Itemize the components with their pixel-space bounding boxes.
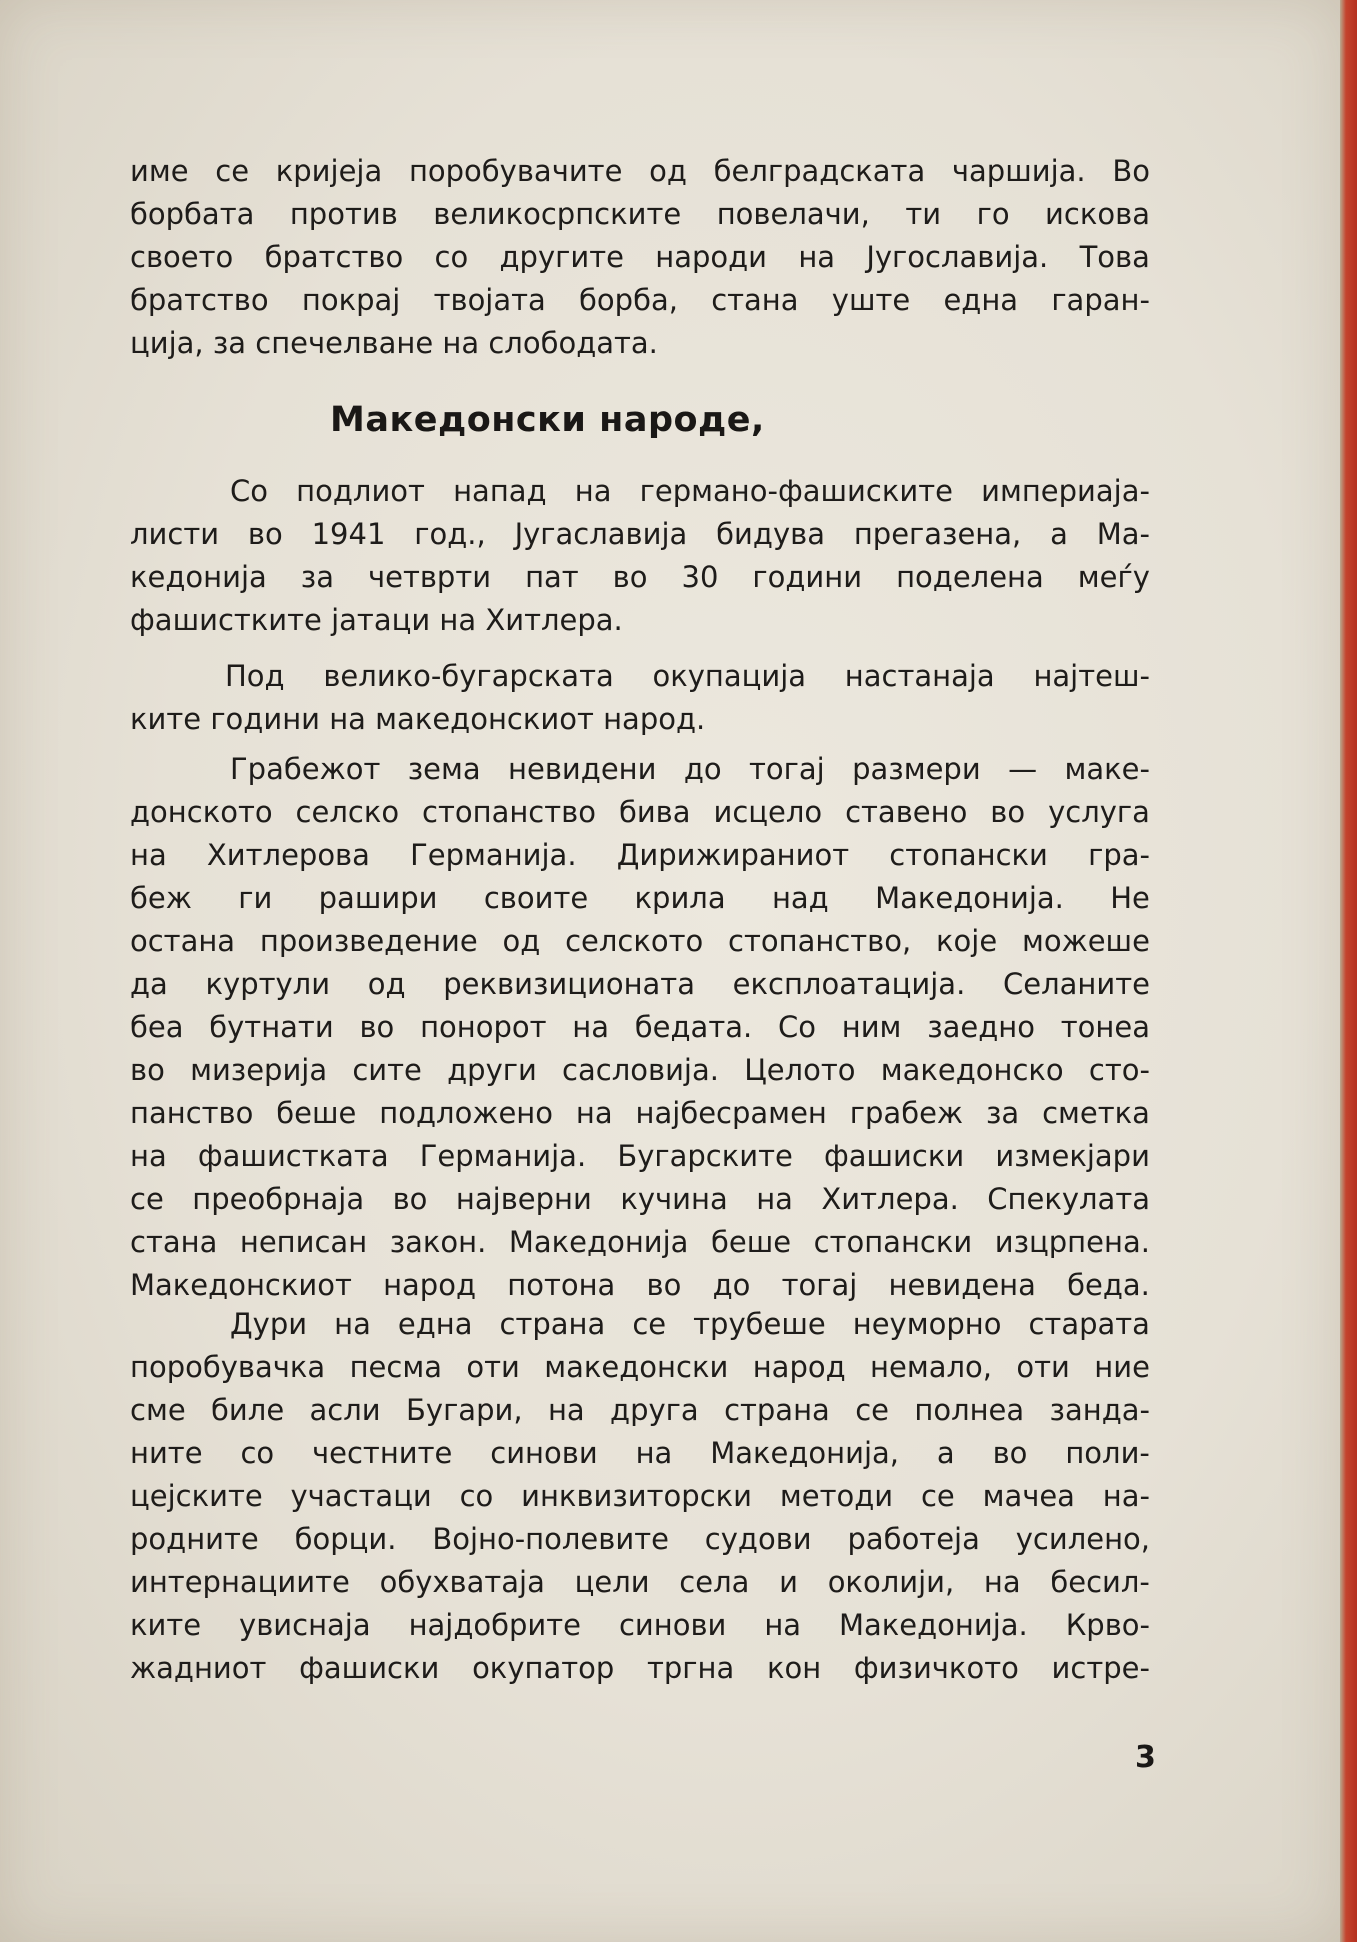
word: неписан [239,1225,368,1259]
word: усилено, [1015,1522,1150,1556]
word: крила [634,881,726,915]
word: го [976,197,1010,231]
word: Дирижираниот [616,838,850,872]
word: стопанство [422,795,596,829]
word: криjеjа [275,154,383,188]
text-line [130,1135,1150,1178]
word: немало, [870,1350,992,1384]
word: искова [1045,197,1150,231]
word: 1941 [311,517,386,551]
word: Германија. [410,838,577,872]
word: биле [211,1393,285,1427]
word: се [130,1182,164,1216]
word: Германиjа. [419,1139,587,1173]
word: участаци [290,1479,432,1513]
word: македонско [880,1053,1064,1087]
word: една [943,283,1019,317]
word: четврти [367,560,492,594]
text-line [130,1561,1150,1604]
word: со [459,1479,494,1513]
word: стопански [813,1225,973,1259]
word: меѓу [1077,560,1150,594]
word: полнеа [914,1393,1025,1427]
word: невидена [888,1268,1036,1302]
word: увиснаjа [239,1608,371,1642]
word: жадниот [130,1651,267,1685]
word: сме [130,1393,186,1427]
word: за [300,560,334,594]
word: кон [766,1651,822,1685]
word: Македонија. [838,1608,1028,1642]
word: борци. [294,1522,397,1556]
word: велико-бугарската [323,659,614,693]
word: на [798,240,836,274]
word: уште [831,283,911,317]
word: сметка [1042,1096,1150,1130]
word: тргна [646,1651,735,1685]
text-line [130,1221,1150,1264]
text-line [130,1178,1150,1221]
word: окупациjа [652,659,807,693]
word: со [434,240,469,274]
word: кучина [620,1182,728,1216]
word: најверни [455,1182,592,1216]
word: ним [841,1010,902,1044]
word: Селаните [1002,967,1150,1001]
word: великосрпските [433,197,682,231]
word: реквизиционата [443,967,695,1001]
section-heading: Македонски народе, [330,400,765,440]
word: сасловиjа. [562,1053,719,1087]
word: произведение [259,924,478,958]
paragraph-2 [130,655,1150,741]
word: во [130,1053,165,1087]
word: околиjи, [827,1565,955,1599]
word: Спекулата [987,1182,1150,1216]
word: Целото [744,1053,856,1087]
text-line [130,1647,1150,1690]
word: оти [466,1350,520,1384]
word: Това [1079,240,1150,274]
word: стана [130,1225,218,1259]
word: остана [130,924,236,958]
word: истре- [1051,1651,1150,1685]
word: ните [130,1436,203,1470]
word: стопанство, [728,924,912,958]
text-line [130,1092,1150,1135]
word: бидува [716,517,825,551]
word: стопански [889,838,1048,872]
word: Македониjа, [710,1436,900,1470]
word: фашистката [197,1139,389,1173]
text-line: фашистките jатаци на Хитлера. [130,603,623,637]
word: синови [490,1436,598,1470]
word: села [679,1565,750,1599]
word: синови [618,1608,727,1642]
word: неуморно [852,1307,1002,1341]
page-number: 3 [1135,1740,1156,1775]
word: преобрнаjа [192,1182,365,1216]
word: мизериjа [190,1053,328,1087]
word: за [985,1096,1020,1130]
word: Грабежот [230,752,381,786]
text-line: ките години на македонскиот народ. [130,702,706,736]
word: ките [130,1608,202,1642]
word: грабеж [849,1096,964,1130]
text-line [130,748,1150,791]
word: да [130,967,168,1001]
word: белградската [713,154,926,188]
word: на [635,1436,673,1470]
word: на [547,1393,585,1427]
text-line [130,655,1150,698]
word: до [683,752,722,786]
word: настанаjа [844,659,995,693]
word: интернациите [130,1565,350,1599]
word: една [397,1307,473,1341]
word: ние [1094,1350,1150,1384]
word: борба, [579,283,678,317]
paragraph-intro [130,150,1150,365]
word: братство [130,283,269,317]
word: бива [618,795,691,829]
word: песма [349,1350,442,1384]
word: беше [711,1225,792,1259]
word: народи [655,240,768,274]
word: листи [130,517,220,551]
paragraph-3 [130,748,1150,1307]
word: народ [383,1268,477,1302]
word: на [983,1565,1021,1599]
word: Со [777,1010,816,1044]
word: донското [130,795,273,829]
word: можеше [1021,924,1150,958]
word: на- [1102,1479,1150,1513]
text-line [130,236,1150,279]
word: на [334,1307,371,1341]
word: Со [230,474,268,508]
word: пат [525,560,579,594]
word: инквизиторски [521,1479,753,1513]
word: маке- [1064,752,1150,786]
word: 30 [681,560,719,594]
word: беа [130,1010,184,1044]
word: на [130,838,167,872]
word: Не [1110,881,1150,915]
text-line [130,1006,1150,1049]
word: цели [574,1565,650,1599]
word: ти [905,197,942,231]
word: други [447,1053,537,1087]
word: беда. [1067,1268,1150,1302]
word: потона [507,1268,616,1302]
word: асли [309,1393,381,1427]
text-line [130,470,1150,513]
word: стана [711,283,799,317]
word: окупатор [472,1651,615,1685]
word: селско [295,795,400,829]
word: империаја- [981,474,1150,508]
word: од [367,967,406,1001]
word: фашиски [299,1651,440,1685]
word: братство [264,240,404,274]
word: другите [499,240,624,274]
word: поробувачка [130,1350,326,1384]
word: Македонскиот [130,1268,352,1302]
word: — [1008,752,1038,786]
word: Jугаславиjа [514,517,688,551]
word: ги [238,881,273,915]
word: сто- [1088,1053,1150,1087]
word: Во [1112,154,1150,188]
word: рашири [318,881,438,915]
word: бутнати [209,1010,334,1044]
word: беше [276,1096,357,1130]
word: против [289,197,398,231]
word: Под [225,659,285,693]
word: македонски [544,1350,729,1384]
word: покрај [301,283,401,317]
word: од [502,924,541,958]
word: а [936,1436,955,1470]
word: старата [1028,1307,1150,1341]
word: во [990,795,1026,829]
word: размери [852,752,981,786]
word: Бугари, [406,1393,523,1427]
text-line [130,1049,1150,1092]
word: родните [130,1522,259,1556]
word: поробувачите [408,154,623,188]
word: честните [312,1436,453,1470]
text-line [130,279,1150,322]
paragraph-4 [130,1303,1150,1690]
word: страна [499,1307,606,1341]
word: заедно [927,1010,1035,1044]
word: во [359,1010,395,1044]
word: Дури [230,1307,308,1341]
word: во [992,1436,1028,1470]
word: на [764,1608,802,1642]
word: тогаj [749,752,825,786]
word: своето [130,240,234,274]
text-line [130,193,1150,236]
word: со [240,1436,275,1470]
word: бесил- [1050,1565,1150,1599]
word: трубеше [693,1307,826,1341]
text-line [130,1475,1150,1518]
text-line [130,920,1150,963]
word: борбата [130,197,255,231]
text-line [130,1518,1150,1561]
word: гаран- [1051,283,1150,317]
word: поли- [1065,1436,1150,1470]
word: физичкото [853,1651,1019,1685]
word: ставено [845,795,968,829]
word: години [752,560,863,594]
word: подложено [379,1096,553,1130]
word: зема [407,752,481,786]
word: Крво- [1065,1608,1150,1642]
word: чаршиjа. [951,154,1086,188]
text-line [130,513,1150,556]
text-line [130,1432,1150,1475]
word: од [649,154,687,188]
text-line [130,1346,1150,1389]
word: Македонија [508,1225,689,1259]
word: име [130,154,189,188]
word: беж [130,881,192,915]
word: експлоатациjа. [732,967,966,1001]
word: во [247,517,283,551]
text-line: циjа, за спечелване на слободата. [130,326,658,360]
word: цеjските [130,1479,263,1513]
word: поделена [896,560,1044,594]
word: услуга [1048,795,1150,829]
word: тогаj [781,1268,858,1302]
text-line [130,877,1150,920]
word: напад [453,474,547,508]
word: се [920,1479,955,1513]
word: методи [779,1479,894,1513]
word: се [855,1393,889,1427]
word: најбесрамен [635,1096,827,1130]
word: закон. [389,1225,487,1259]
word: панство [130,1096,254,1130]
word: Jугославиjа. [866,240,1049,274]
text-line [130,963,1150,1006]
word: над [771,881,829,915]
word: Македониjа. [875,881,1064,915]
word: коjе [936,924,998,958]
word: подлиот [296,474,425,508]
text-line [130,1389,1150,1432]
word: а [1050,517,1068,551]
word: занда- [1049,1393,1150,1427]
word: сите [352,1053,422,1087]
word: најдобрите [408,1608,582,1642]
word: год., [414,517,486,551]
word: обухватаjа [379,1565,545,1599]
word: на [756,1182,793,1216]
word: на [572,1010,610,1044]
word: оти [1016,1350,1070,1384]
word: твојата [433,283,546,317]
text-line [130,1303,1150,1346]
word: повелачи, [716,197,870,231]
word: на [574,474,612,508]
word: своите [483,881,589,915]
word: куртули [205,967,331,1001]
word: тонеа [1060,1010,1150,1044]
word: германо-фашиските [639,474,953,508]
word: бедата. [634,1010,753,1044]
word: најтеш- [1033,659,1150,693]
word: во [392,1182,428,1216]
word: страна [724,1393,830,1427]
word: во [612,560,648,594]
text-line [130,1264,1150,1307]
word: до [712,1268,751,1302]
text-line [130,150,1150,193]
paragraph-1 [130,470,1150,642]
word: кедонија [130,560,267,594]
word: селското [565,924,704,958]
word: друга [610,1393,699,1427]
text-line [130,556,1150,599]
word: се [215,154,250,188]
word: Хитлерова [206,838,370,872]
word: Ма- [1096,517,1150,551]
word: Бугарските [617,1139,793,1173]
word: изцрпена. [994,1225,1150,1259]
word: фашиски [823,1139,965,1173]
word: невидени [508,752,657,786]
word: Хитлера. [821,1182,959,1216]
word: понорот [420,1010,547,1044]
word: гра- [1088,838,1150,872]
word: на [130,1139,167,1173]
word: народ [752,1350,846,1384]
text-line [130,834,1150,877]
word: и [779,1565,798,1599]
word: судови [704,1522,812,1556]
word: измекjари [995,1139,1150,1173]
word: исцело [713,795,823,829]
text-line [130,791,1150,834]
word: мачеа [982,1479,1075,1513]
word: на [575,1096,613,1130]
word: се [632,1307,667,1341]
text-line [130,1604,1150,1647]
word: прегазена, [853,517,1022,551]
word: работеjа [847,1522,980,1556]
word: во [646,1268,682,1302]
book-cover-edge [1340,0,1357,1942]
word: Воjно-полевите [432,1522,669,1556]
